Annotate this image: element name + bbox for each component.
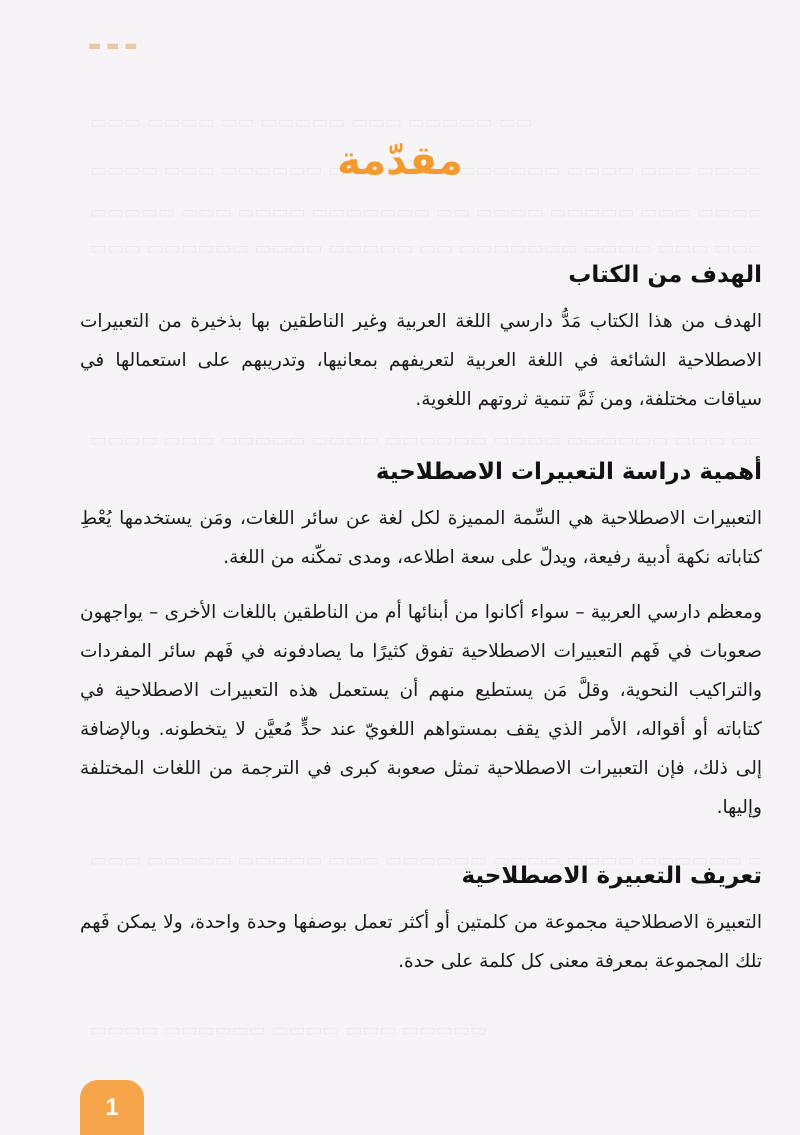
section-paragraph: ومعظم دارسي العربية – سواء أكانوا من أبنائها أم من الناطقين باللغات الأخرى – يواجهون صعوبات في فَهم التعبيرات الاصطلاحية تفوق كثيرًا ما يصادفونه في فَهم سائر المفردات والتراكيب النحوية، وقلَّ مَن يستطيع منهم أن يستعمل هذه التعبيرات الاصطلاحية في كتاباته أو أقواله، الأمر الذي يقف بمستواهم اللغويّ عند حدٍّ مُعيَّن لا يتخطونه. وبالإضافة إلى ذلك، فإن التعبيرات الاصطلاحية تمثل صعوبة كبرى في الترجمة من اللغات المختلفة وإليها.	[80, 602, 762, 818]
section-heading: الهدف من الكتاب	[568, 262, 762, 288]
section-definition	[80, 857, 762, 981]
section-paragraph: التعبيرة الاصطلاحية مجموعة من كلمتين أو أكثر تعمل بوصفها وحدة واحدة، ولا يمكن فَهم تلك المجموعة بمعرفة معنى كل كلمة على حدة.	[80, 912, 762, 972]
section-paragraph: الهدف من هذا الكتاب مَدُّ دارسي اللغة العربية وغير الناطقين بها بذخيرة من التعبيرات الاصطلاحية الشائعة في اللغة العربية لتعريفهم بمعانيها، وتدريبهم على استعمالها في سياقات مختلفة، ومن ثَمَّ تنمية ثروتهم اللغوية.	[80, 311, 762, 410]
main-content	[80, 256, 762, 981]
section-heading: تعريف التعبيرة الاصطلاحية	[461, 863, 762, 889]
page-number-tab	[80, 1080, 144, 1135]
running-header-mark: ▬ ▬ ▬	[88, 38, 138, 54]
section-importance	[80, 453, 762, 827]
section-paragraph: التعبيرات الاصطلاحية هي السِّمة المميزة لكل لغة عن سائر اللغات، ومَن يستخدمها يُعْطِ كتاباته نكهة أدبية رفيعة، ويدلّ على سعة اطلاعه، ومدى تمكّنه من اللغة.	[80, 508, 762, 568]
page-title: مقدّمة	[337, 138, 463, 184]
section-book-goal	[80, 256, 762, 419]
section-heading: أهمية دراسة التعبيرات الاصطلاحية	[375, 459, 762, 485]
title-container	[0, 138, 800, 184]
page-number: 1	[105, 1093, 119, 1121]
